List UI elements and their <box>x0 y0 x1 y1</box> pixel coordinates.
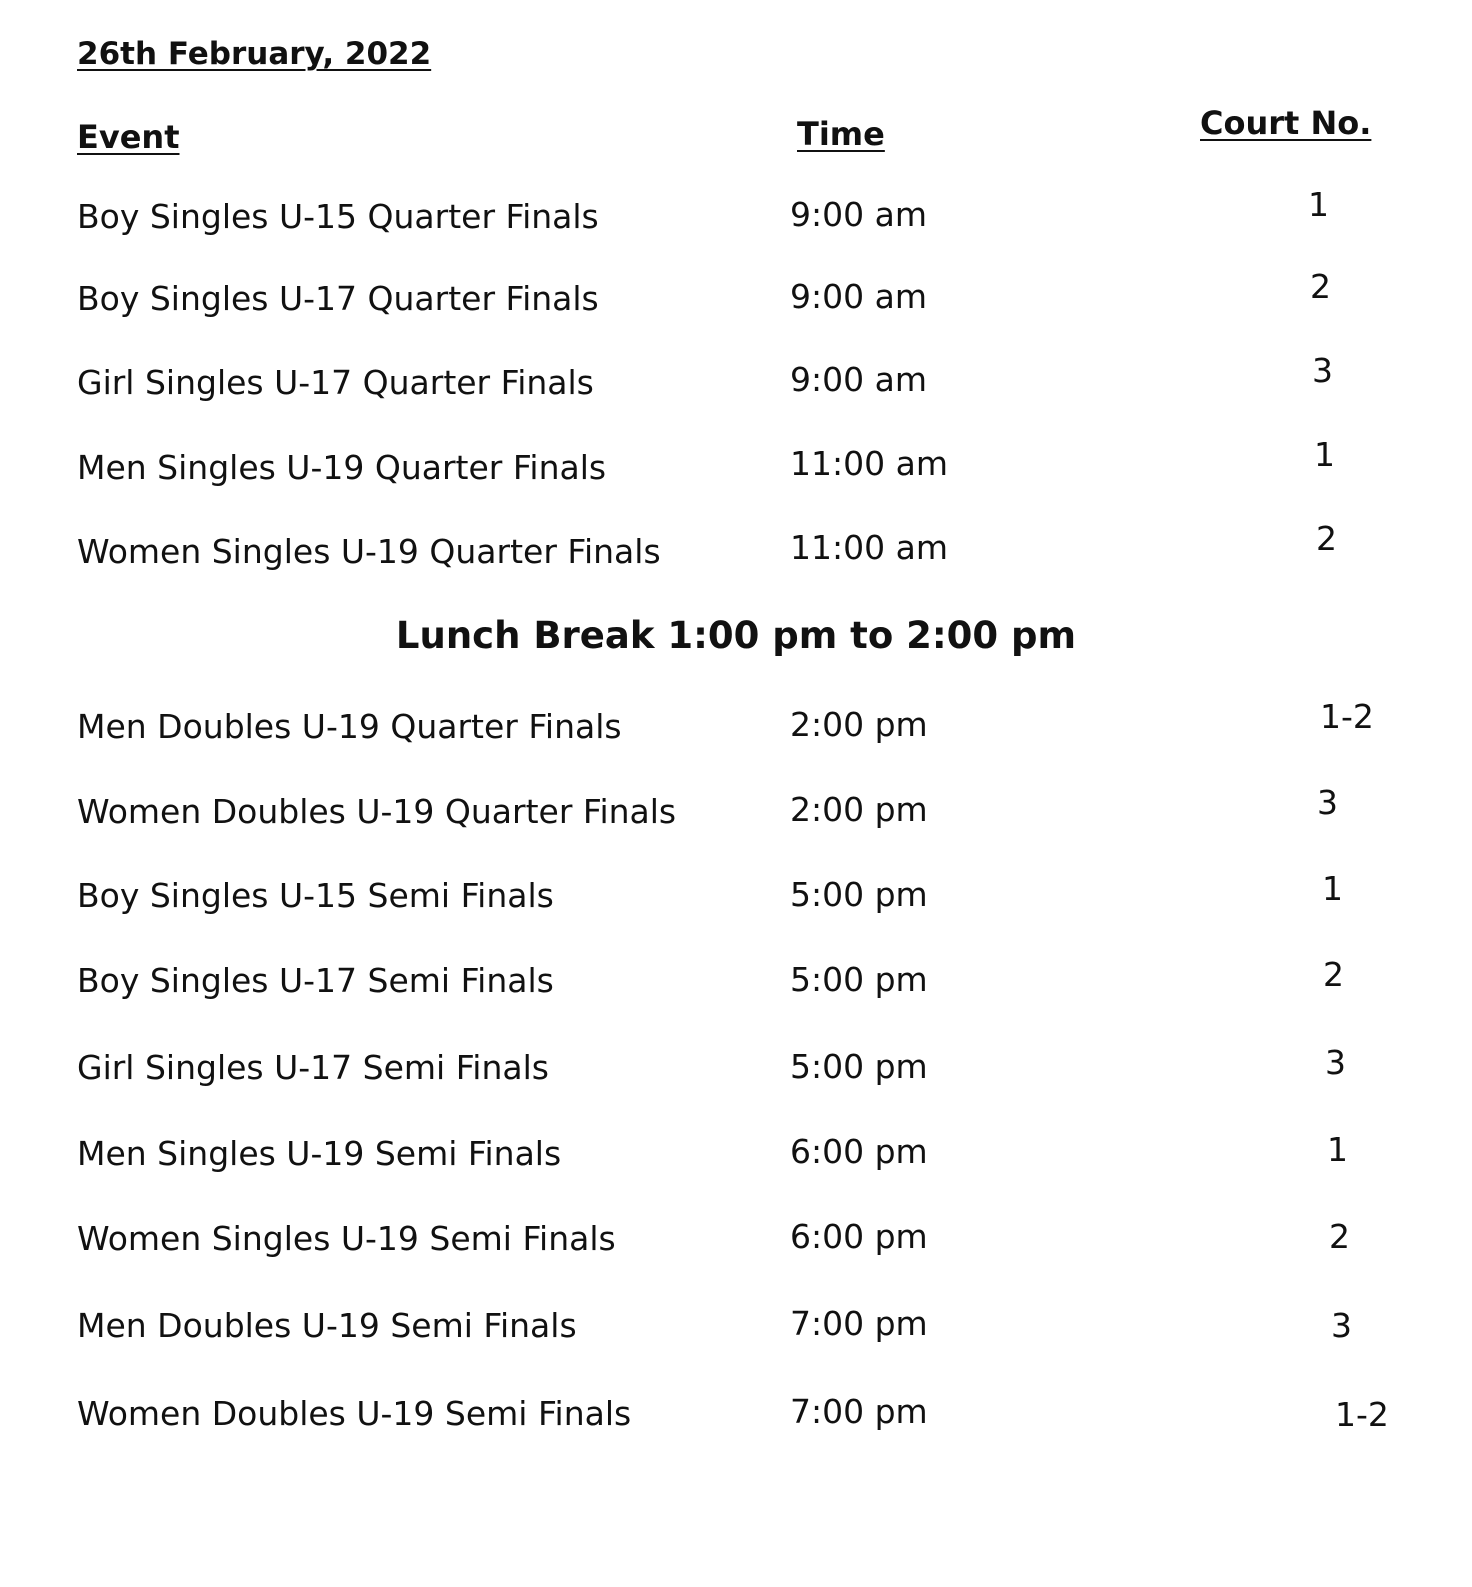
event-name: Men Singles U-19 Quarter Finals <box>77 448 607 487</box>
event-name: Men Singles U-19 Semi Finals <box>77 1134 562 1173</box>
event-name: Women Singles U-19 Quarter Finals <box>77 532 661 571</box>
date-heading: 26th February, 2022 <box>77 36 432 72</box>
event-time: 7:00 pm <box>790 1304 928 1343</box>
event-time: 6:00 pm <box>790 1217 928 1256</box>
event-time: 11:00 am <box>790 528 948 567</box>
court-number: 1 <box>1314 435 1335 474</box>
event-time: 9:00 am <box>790 195 927 234</box>
event-name: Girl Singles U-17 Semi Finals <box>77 1048 549 1087</box>
event-time: 9:00 am <box>790 277 927 316</box>
court-number: 1 <box>1322 869 1343 908</box>
court-number: 2 <box>1310 267 1331 306</box>
court-number: 2 <box>1329 1217 1350 1256</box>
court-number: 1 <box>1308 185 1329 224</box>
court-number: 3 <box>1317 783 1338 822</box>
event-time: 9:00 am <box>790 360 927 399</box>
event-time: 5:00 pm <box>790 960 928 999</box>
event-name: Women Doubles U-19 Semi Finals <box>77 1394 632 1433</box>
court-number: 3 <box>1331 1306 1352 1345</box>
court-number: 2 <box>1316 519 1337 558</box>
court-number: 3 <box>1312 351 1333 390</box>
event-time: 6:00 pm <box>790 1132 928 1171</box>
event-name: Girl Singles U-17 Quarter Finals <box>77 363 594 402</box>
event-time: 5:00 pm <box>790 1047 928 1086</box>
court-number: 3 <box>1325 1043 1346 1082</box>
event-time: 5:00 pm <box>790 875 928 914</box>
event-name: Boy Singles U-15 Quarter Finals <box>77 197 599 236</box>
event-time: 11:00 am <box>790 444 948 483</box>
event-time: 7:00 pm <box>790 1392 928 1431</box>
court-number: 1 <box>1327 1130 1348 1169</box>
event-time: 2:00 pm <box>790 790 928 829</box>
event-name: Men Doubles U-19 Semi Finals <box>77 1306 577 1345</box>
event-name: Boy Singles U-17 Semi Finals <box>77 961 554 1000</box>
court-number: 1-2 <box>1335 1395 1389 1434</box>
court-number: 2 <box>1323 955 1344 994</box>
event-name: Women Doubles U-19 Quarter Finals <box>77 792 677 831</box>
event-name: Women Singles U-19 Semi Finals <box>77 1219 616 1258</box>
event-name: Men Doubles U-19 Quarter Finals <box>77 707 622 746</box>
event-name: Boy Singles U-15 Semi Finals <box>77 876 554 915</box>
lunch-break-notice: Lunch Break 1:00 pm to 2:00 pm <box>395 614 1077 657</box>
time-column-header: Time <box>797 115 885 153</box>
event-name: Boy Singles U-17 Quarter Finals <box>77 279 599 318</box>
court-column-header: Court No. <box>1200 104 1372 142</box>
court-number: 1-2 <box>1320 697 1374 736</box>
event-column-header: Event <box>77 118 180 156</box>
event-time: 2:00 pm <box>790 705 928 744</box>
